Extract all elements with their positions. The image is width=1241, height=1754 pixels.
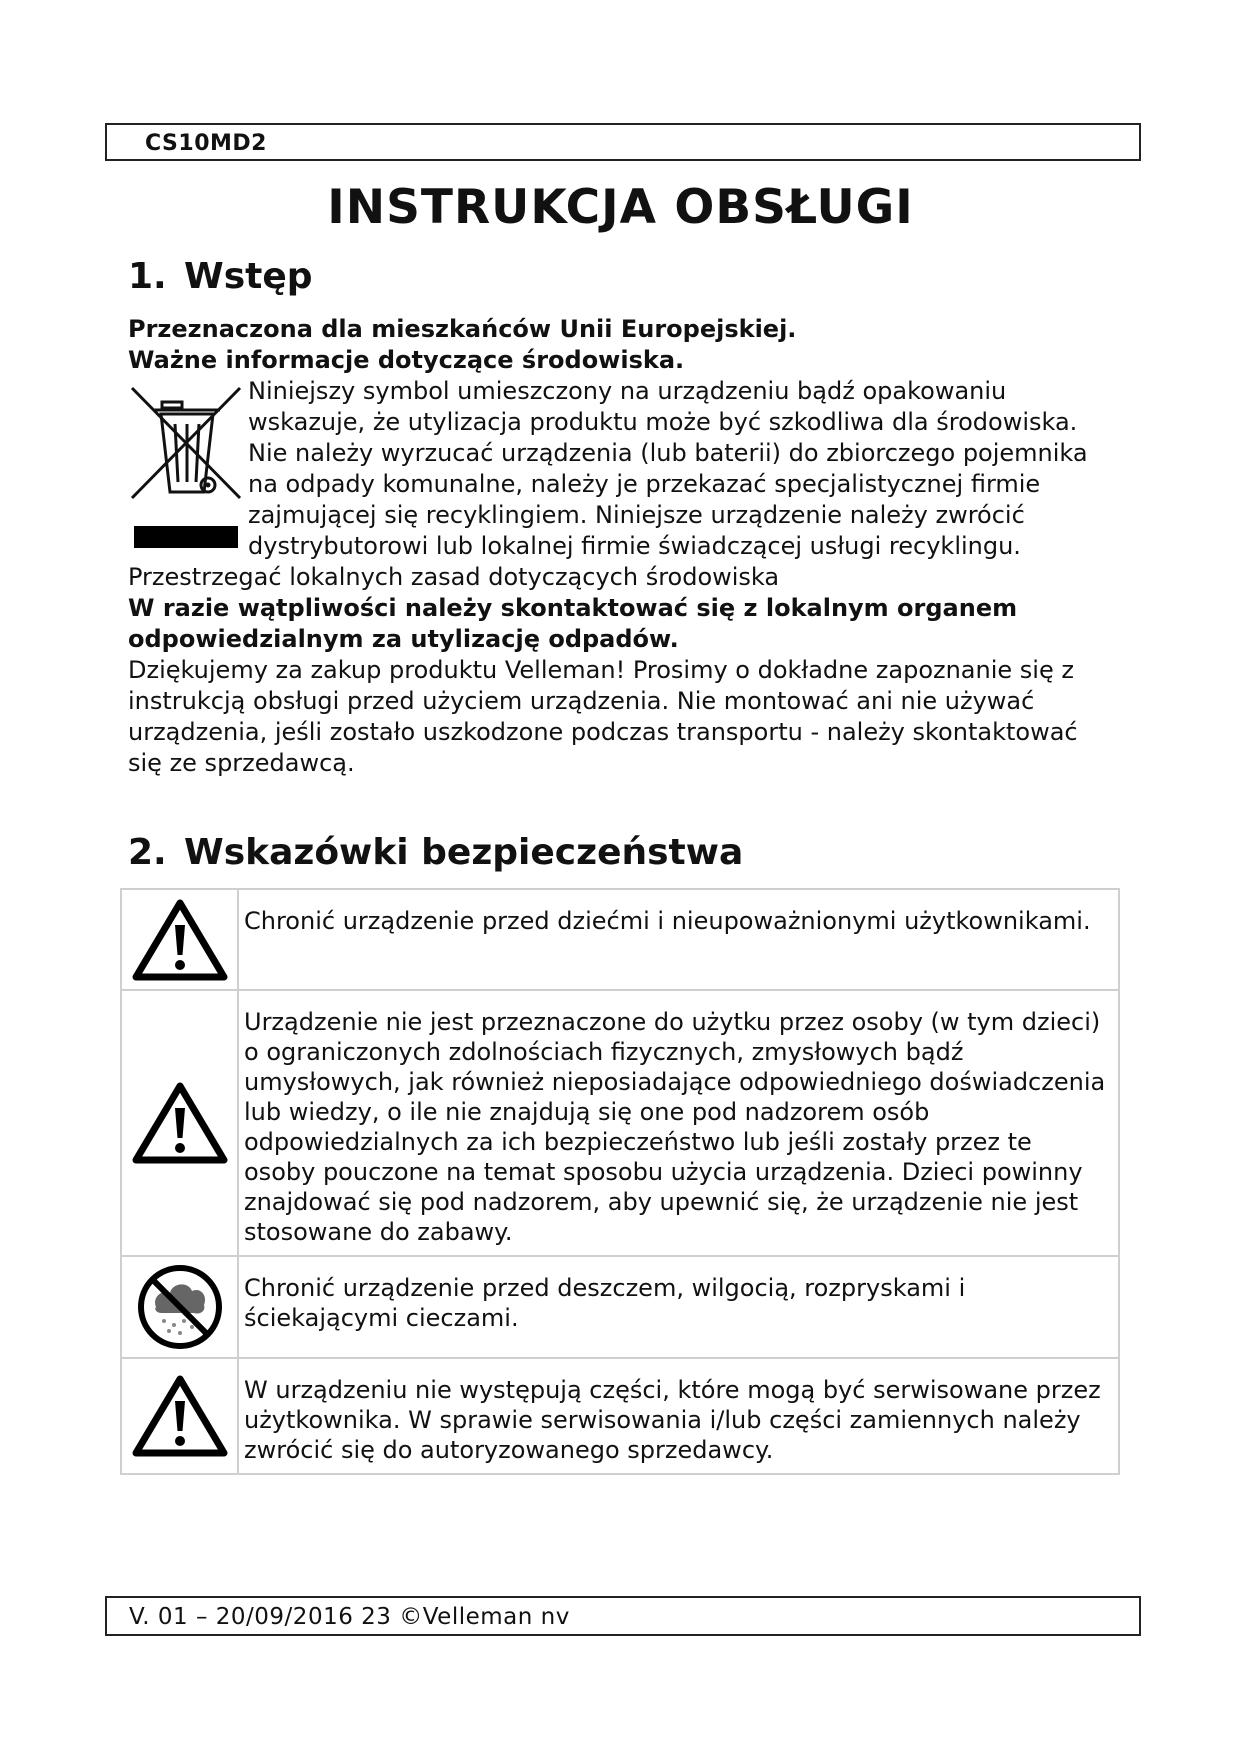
header-box bbox=[105, 123, 1141, 161]
footer-box bbox=[105, 1596, 1141, 1636]
intro-block bbox=[128, 314, 1088, 779]
section-2-number: 2. bbox=[128, 832, 167, 873]
model-code: CS10MD2 bbox=[145, 131, 267, 156]
section-2-title: Wskazówki bezpieczeństwa bbox=[184, 832, 744, 873]
section-1-heading bbox=[128, 256, 313, 297]
safety-table bbox=[120, 888, 1120, 1475]
section-1-number: 1. bbox=[128, 256, 167, 297]
table-row bbox=[121, 889, 1119, 990]
doubt-contact-line: W razie wątpliwości należy skontaktować się z lokalnym organem odpowiedzialnym za utylizację odpadów. bbox=[128, 594, 1018, 653]
weee-paragraph: Niniejszy symbol umieszczony na urządzeniu bądź opakowaniu wskazuje, że utylizacja produktu może być szkodliwa dla środowiska. Nie należy wyrzucać urządzenia (lub baterii) do zbiorczego pojemnika na odpady komunalne, należy je przekazać specjalistycznej firmie zajmującej się recyklingiem. Niniejsze urządzenie należy zwrócić dystrybutorowi lub lokalnej firmie świadczącej usługi recyklingu. Przestrzegać lokalnych zasad dotyczących środowiska bbox=[128, 377, 1088, 591]
icon-cell bbox=[121, 990, 238, 1256]
table-row bbox=[121, 990, 1119, 1256]
environment-info-line: Ważne informacje dotyczące środowiska. bbox=[128, 346, 685, 374]
row-text: Chronić urządzenie przed dziećmi i nieupoważnionymi użytkownikami. bbox=[238, 889, 1119, 990]
warning-icon bbox=[132, 925, 228, 953]
eu-residents-line: Przeznaczona dla mieszkańców Unii Europejskiej. bbox=[128, 315, 797, 343]
thanks-paragraph: Dziękujemy za zakup produktu Velleman! Prosimy o dokładne zapoznanie się z instrukcją obsługi przed użyciem urządzenia. Nie montować ani nie używać urządzenia, jeśli zostało uszkodzone podczas transportu - należy skontaktować się ze sprzedawcą. bbox=[128, 656, 1078, 777]
warning-icon bbox=[132, 1401, 228, 1429]
weee-notice bbox=[128, 376, 1088, 593]
document-title: INSTRUKCJA OBSŁUGI bbox=[327, 180, 914, 235]
icon-cell bbox=[121, 889, 238, 990]
row-text: Urządzenie nie jest przeznaczone do użytku przez osoby (w tym dzieci) o ograniczonych zdolnościach fizycznych, zmysłowych bądź umysłowych, jak również nieposiadające odpowiedniego doświadczenia lub wiedzy, o ile nie znajdują się one pod nadzorem osób odpowiedzialnych za ich bezpieczeństwo lub jeśli zostały przez te osoby pouczone na temat sposobu użycia urządzenia. Dzieci powinny znajdować się pod nadzorem, aby upewnić się, że urządzenie nie jest stosowane do zabawy. bbox=[238, 990, 1119, 1256]
row-text: Chronić urządzenie przed deszczem, wilgocią, rozpryskami i ściekającymi cieczami. bbox=[238, 1256, 1119, 1358]
row-text: W urządzeniu nie występują części, które mogą być serwisowane przez użytkownika. W sprawie serwisowania i/lub części zamiennych należy zwrócić się do autoryzowanego sprzedawcy. bbox=[238, 1358, 1119, 1474]
no-rain-icon bbox=[134, 1292, 226, 1320]
icon-cell bbox=[121, 1358, 238, 1474]
table-row bbox=[121, 1358, 1119, 1474]
warning-icon bbox=[132, 1108, 228, 1136]
section-2-heading bbox=[128, 832, 743, 873]
section-1-title: Wstęp bbox=[184, 256, 313, 297]
footer-version: V. 01 – 20/09/2016 23 ©Velleman nv bbox=[129, 1604, 570, 1630]
weee-crossed-bin-icon bbox=[128, 380, 244, 556]
table-row bbox=[121, 1256, 1119, 1358]
icon-cell bbox=[121, 1256, 238, 1358]
